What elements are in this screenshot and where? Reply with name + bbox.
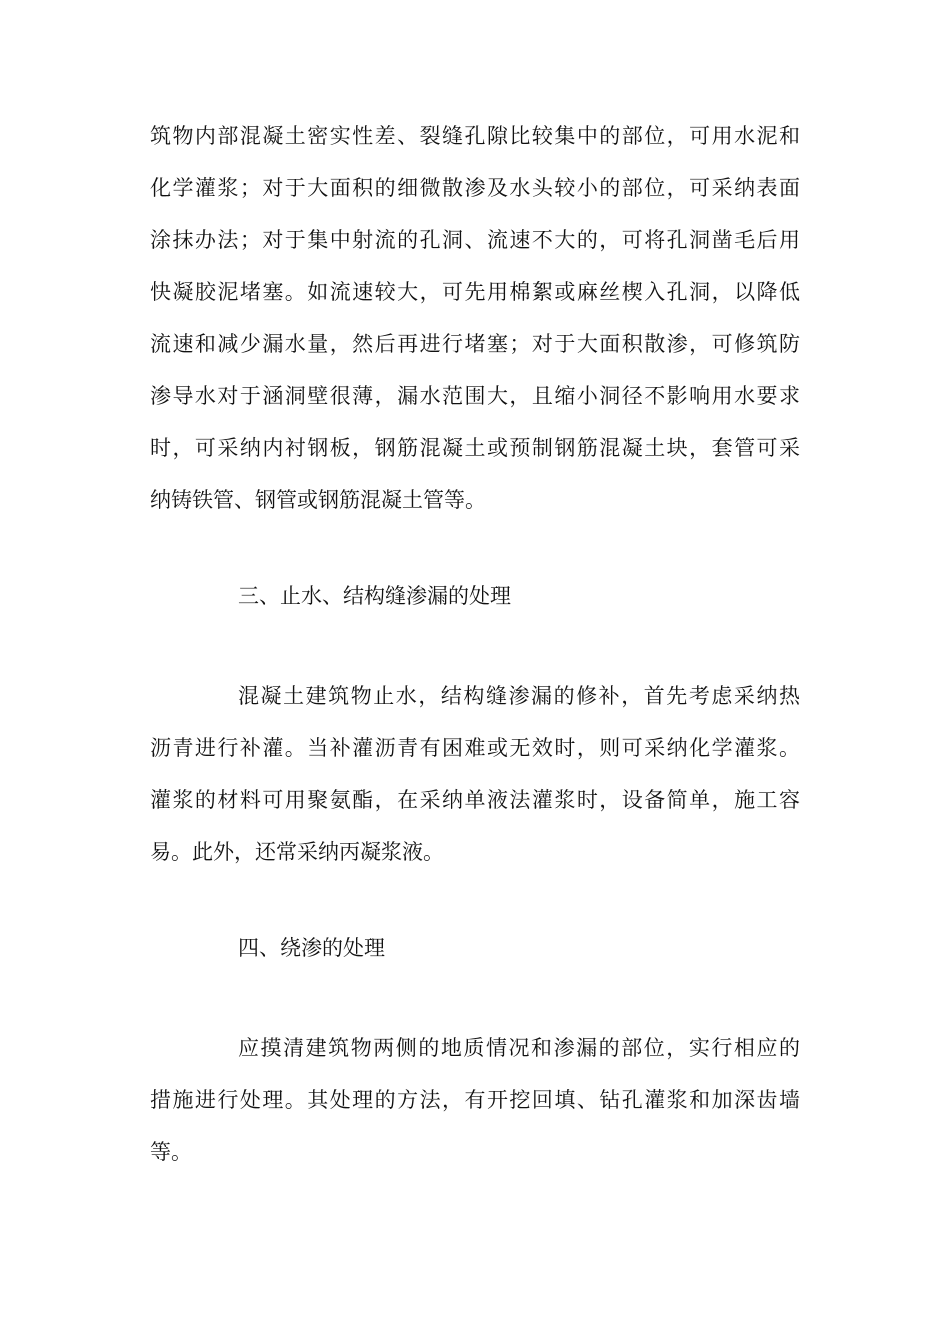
paragraph-line: 快凝胶泥堵塞。如流速较大，可先用棉絮或麻丝楔入孔洞，以降低 [150, 280, 800, 304]
paragraph-section-4 [150, 1022, 800, 1178]
paragraph-line: 灌浆的材料可用聚氨酯，在采纳单液法灌浆时，设备简单，施工容 [150, 788, 800, 812]
paragraph-line: 涂抹办法；对于集中射流的孔洞、流速不大的，可将孔洞凿毛后用 [150, 228, 800, 252]
paragraph-line: 化学灌浆；对于大面积的细微散渗及水头较小的部位，可采纳表面 [150, 176, 800, 200]
section-heading-3: 三、止水、结构缝渗漏的处理 [238, 584, 511, 608]
paragraph-line: 应摸清建筑物两侧的地质情况和渗漏的部位，实行相应的 [238, 1036, 800, 1060]
paragraph-line: 渗导水对于涵洞壁很薄，漏水范围大，且缩小洞径不影响用水要求 [150, 384, 800, 408]
paragraph-line: 流速和减少漏水量，然后再进行堵塞；对于大面积散渗，可修筑防 [150, 332, 800, 356]
paragraph-section-3 [150, 670, 800, 878]
paragraph-line: 易。此外，还常采纳丙凝浆液。 [150, 840, 444, 864]
paragraph-line: 等。 [150, 1140, 192, 1164]
paragraph-line: 混凝土建筑物止水，结构缝渗漏的修补，首先考虑采纳热 [238, 684, 800, 708]
section-heading-4: 四、绕渗的处理 [238, 936, 385, 960]
paragraph-line: 沥青进行补灌。当补灌沥青有困难或无效时，则可采纳化学灌浆。 [150, 736, 800, 760]
paragraph-line: 筑物内部混凝土密实性差、裂缝孔隙比较集中的部位，可用水泥和 [150, 124, 800, 148]
paragraph-continuation [150, 110, 800, 526]
paragraph-line: 时，可采纳内衬钢板，钢筋混凝土或预制钢筋混凝土块，套管可采 [150, 436, 800, 460]
paragraph-line: 纳铸铁管、钢管或钢筋混凝土管等。 [150, 488, 486, 512]
paragraph-line: 措施进行处理。其处理的方法，有开挖回填、钻孔灌浆和加深齿墙 [150, 1088, 800, 1112]
